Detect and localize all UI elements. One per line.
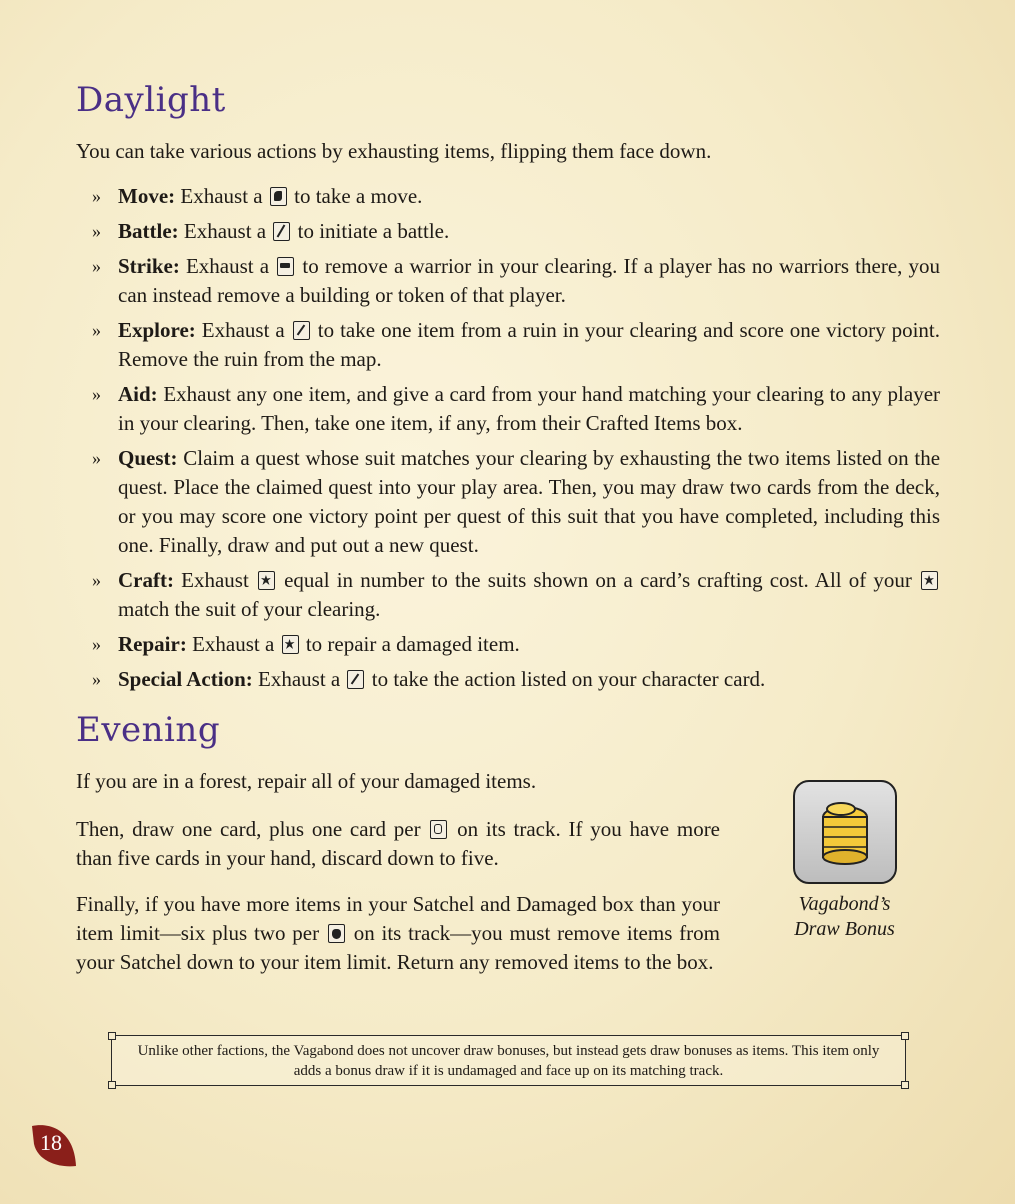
action-special: » Special Action: Exhaust a to take the action listed on your character card. <box>92 665 940 694</box>
torch-icon <box>347 670 364 689</box>
bullet-marker: » <box>92 448 101 468</box>
sword-icon <box>273 222 290 241</box>
note-corner <box>108 1032 116 1040</box>
action-term: Aid: <box>118 382 158 406</box>
draw-bonus-figure <box>787 780 902 942</box>
note-box <box>111 1035 906 1086</box>
crossbow-icon <box>277 257 294 276</box>
bullet-marker: » <box>92 669 101 689</box>
draw-bonus-item-tile <box>793 780 897 884</box>
evening-paragraph-3: Finally, if you have more items in your Satchel and Damaged box than your item limit—six plus two per on its track—you must remove items from your Satchel down to your item limit. Return any removed items to the box. <box>76 892 721 974</box>
bullet-marker: » <box>92 186 101 206</box>
action-term: Repair: <box>118 632 187 656</box>
bullet-marker: » <box>92 320 101 340</box>
figure-caption: Vagabond’s Draw Bonus <box>794 893 895 940</box>
action-aid: » Aid: Exhaust any one item, and give a card from your hand matching your clearing to any player in your clearing. Then, take one item, if any, from their Crafted Items box. <box>92 382 941 435</box>
evening-paragraph-1: If you are in a forest, repair all of your damaged items. <box>76 769 537 793</box>
hammer-icon <box>921 571 938 590</box>
daylight-intro: You can take various actions by exhausting items, flipping them face down. <box>76 139 712 163</box>
hammer-icon <box>258 571 275 590</box>
note-corner <box>901 1081 909 1089</box>
action-explore: » Explore: Exhaust a to take one item from a ruin in your clearing and score one victory point. Remove the ruin from the map. <box>92 318 940 371</box>
action-term: Move: <box>118 184 176 208</box>
action-term: Battle: <box>118 219 179 243</box>
torch-icon <box>293 321 310 340</box>
action-move: » Move: Exhaust a to take a move. <box>92 182 940 211</box>
note-text: Unlike other factions, the Vagabond does not uncover draw bonuses, but instead gets draw bonuses as items. This item only adds a bonus draw if it is undamaged and face up on its matching track. <box>137 1043 880 1079</box>
action-term: Craft: <box>118 568 174 592</box>
evening-heading: Evening <box>76 710 221 750</box>
page-number: 18 <box>40 1130 62 1155</box>
coins-icon <box>430 820 447 839</box>
action-term: Special Action: <box>118 667 253 691</box>
bullet-marker: » <box>92 634 101 654</box>
bullet-marker: » <box>92 570 101 590</box>
daylight-heading: Daylight <box>76 80 226 120</box>
evening-paragraph-2: Then, draw one card, plus one card per on its track. If you have more than five cards in your hand, discard down to five. <box>76 817 721 870</box>
action-term: Quest: <box>118 446 178 470</box>
daylight-action-list <box>92 182 940 700</box>
coins-icon <box>795 782 895 882</box>
action-strike: » Strike: Exhaust a to remove a warrior in your clearing. If a player has no warriors there, you can instead remove a building or token of that player. <box>92 254 941 307</box>
action-term: Explore: <box>118 318 196 342</box>
bag-icon <box>328 924 345 943</box>
note-corner <box>108 1081 116 1089</box>
action-craft: » Craft: Exhaust equal in number to the suits shown on a card’s crafting cost. All of your match the suit of your clearing. <box>92 566 940 624</box>
action-repair: » Repair: Exhaust a to repair a damaged item. <box>92 630 940 659</box>
bullet-marker: » <box>92 221 101 241</box>
hammer-icon <box>282 635 299 654</box>
note-corner <box>901 1032 909 1040</box>
bullet-marker: » <box>92 256 101 276</box>
boot-icon <box>270 187 287 206</box>
action-term: Strike: <box>118 254 180 278</box>
action-battle: » Battle: Exhaust a to initiate a battle. <box>92 217 940 246</box>
action-quest: » Quest: Claim a quest whose suit matches your clearing by exhausting the two items listed on the quest. Place the claimed quest into your play area. Then, you may draw two cards from the deck, or you may score one victory point per quest of this suit that you have completed, including this one. Finally, draw and put out a new quest. <box>92 446 941 557</box>
bullet-marker: » <box>92 384 101 404</box>
